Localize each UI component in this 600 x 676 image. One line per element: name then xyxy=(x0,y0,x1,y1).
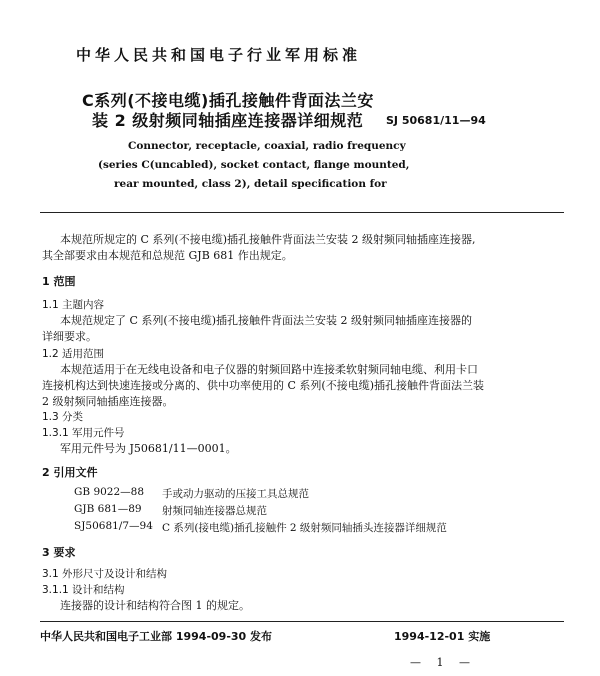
effective-date: 1994-12-01 实施 xyxy=(394,630,491,643)
section-3-1-1-line1: 连接器的设计和结构符合图 1 的规定。 xyxy=(60,599,250,612)
section-1-1-line2: 详细要求。 xyxy=(42,330,97,343)
section-3-1-heading: 3.1 外形尺寸及设计和结构 xyxy=(42,568,168,580)
title-zh-line2: 装 2 级射频同轴插座连接器详细规范 xyxy=(92,111,364,130)
reference-code: GB 9022—88 xyxy=(74,486,145,498)
section-1-3-1-heading: 1.3.1 军用元件号 xyxy=(42,427,125,439)
reference-code: SJ50681/7—94 xyxy=(74,520,153,532)
reference-title: C 系列(接电缆)插孔接触件 2 级射频同轴插头连接器详细规范 xyxy=(162,522,447,534)
standard-type-heading: 中华人民共和国电子行业军用标准 xyxy=(76,46,362,64)
section-1-2-line3: 2 级射频同轴插座连接器。 xyxy=(42,395,174,408)
intro-line1: 本规范所规定的 C 系列(不接电缆)插孔接触件背面法兰安装 2 级射频同轴插座连接器, xyxy=(60,233,476,246)
header-divider xyxy=(40,212,564,213)
title-en-line3: rear mounted, class 2), detail specification for xyxy=(114,178,387,190)
issue-date: 中华人民共和国电子工业部 1994-09-30 发布 xyxy=(40,630,273,643)
section-1-1-line1: 本规范规定了 C 系列(不接电缆)插孔接触件背面法兰安装 2 级射频同轴插座连接器的 xyxy=(60,314,472,327)
section-1-3-heading: 1.3 分类 xyxy=(42,411,84,423)
intro-line2: 其全部要求由本规范和总规范 GJB 681 作出规定。 xyxy=(42,249,293,262)
title-zh-line1: C系列(不接电缆)插孔接触件背面法兰安 xyxy=(82,91,374,110)
section-1-2-line2: 连接机构达到快速连接或分离的、供中功率使用的 C 系列(不接电缆)插孔接触件背面法兰装 xyxy=(42,379,484,392)
section-2-heading: 2 引用文件 xyxy=(42,466,98,479)
section-3-heading: 3 要求 xyxy=(42,546,76,559)
footer-divider xyxy=(40,621,564,622)
section-1-2-line1: 本规范适用于在无线电设备和电子仪器的射频回路中连接柔软射频同轴电缆、利用卡口 xyxy=(60,363,478,376)
title-en-line2: (series C(uncabled), socket contact, flange mounted, xyxy=(98,159,410,171)
reference-title: 手或动力驱动的压接工具总规范 xyxy=(162,488,309,500)
page-number: — 1 — xyxy=(410,656,476,669)
section-3-1-1-heading: 3.1.1 设计和结构 xyxy=(42,584,125,596)
section-1-3-1-line1: 军用元件号为 J50681/11—0001。 xyxy=(60,442,237,455)
section-1-2-heading: 1.2 适用范围 xyxy=(42,348,105,360)
reference-code: GJB 681—89 xyxy=(74,503,142,515)
section-1-1-heading: 1.1 主题内容 xyxy=(42,299,105,311)
standard-number: SJ 50681/11—94 xyxy=(386,114,486,127)
section-1-heading: 1 范围 xyxy=(42,275,76,288)
title-en-line1: Connector, receptacle, coaxial, radio frequency xyxy=(128,140,406,152)
reference-title: 射频同轴连接器总规范 xyxy=(162,505,267,517)
